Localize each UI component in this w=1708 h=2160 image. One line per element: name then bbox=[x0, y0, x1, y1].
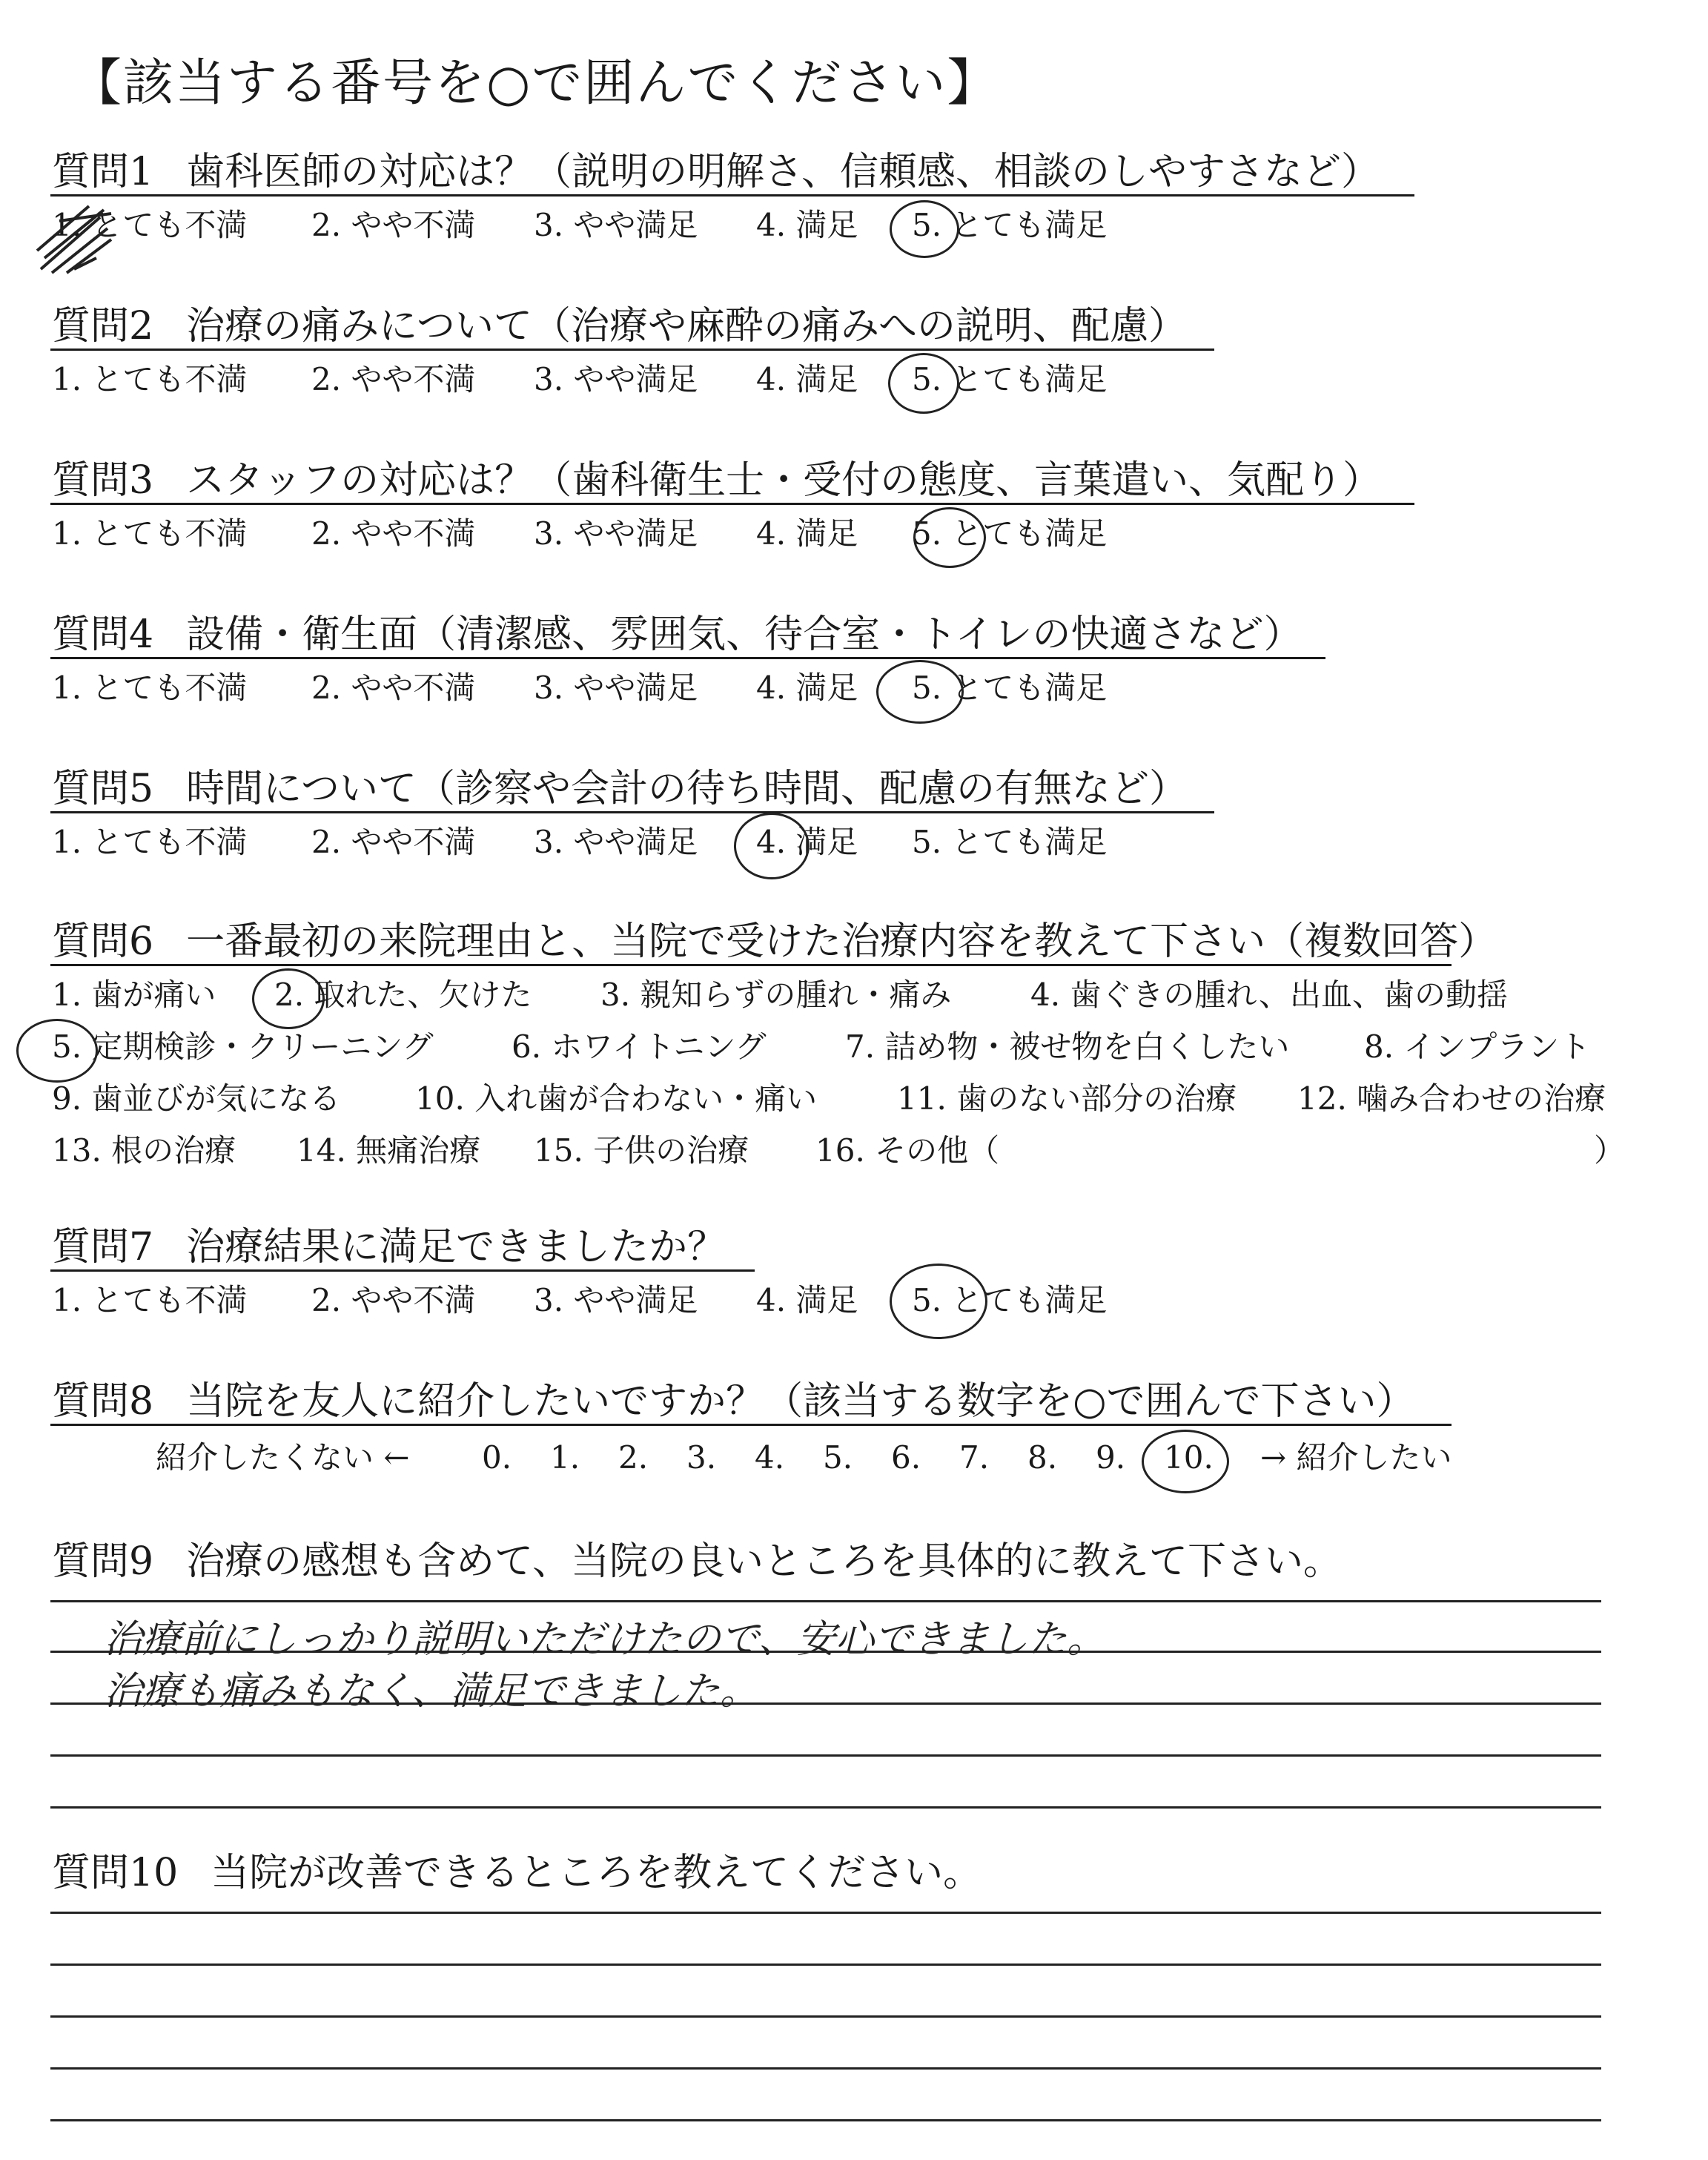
scale-number[interactable]: 7. bbox=[959, 1439, 990, 1476]
scale-number[interactable]: 9. bbox=[1096, 1439, 1126, 1476]
question-text: 設備・衛生面（清潔感、雰囲気、待合室・トイレの快適さなど） bbox=[186, 612, 1302, 657]
option[interactable]: 5. とても満足 bbox=[912, 670, 1108, 706]
question-underline bbox=[50, 964, 1452, 966]
question-text: 一番最初の来院理由と、当院で受けた治療内容を教えて下さい（複数回答） bbox=[186, 919, 1497, 964]
option[interactable]: 2. やや不満 bbox=[311, 824, 476, 860]
question-underline bbox=[50, 1269, 755, 1272]
selection-circle bbox=[913, 507, 986, 568]
option[interactable]: 1. とても不満 bbox=[52, 361, 248, 397]
selection-circle bbox=[16, 1019, 98, 1083]
option[interactable]: 2. やや不満 bbox=[311, 1282, 476, 1318]
option[interactable]: 2. やや不満 bbox=[311, 207, 476, 243]
option[interactable]: 1. とても不満 bbox=[52, 1282, 248, 1318]
handwritten-answer-line: 治療も痛みもなく、満足できました。 bbox=[104, 1669, 758, 1714]
option[interactable]: 12. 噛み合わせの治療 bbox=[1297, 1080, 1606, 1117]
question-label: 質問6 bbox=[52, 919, 154, 964]
question-9 bbox=[52, 1538, 1342, 1585]
scale-number[interactable]: 0. bbox=[482, 1439, 512, 1476]
question-underline bbox=[50, 194, 1414, 196]
question-text: スタッフの対応は？（歯科衛生士・受付の態度、言葉遣い、気配り） bbox=[186, 458, 1382, 503]
answer-line bbox=[50, 2067, 1601, 2070]
scale-number[interactable]: 3. bbox=[686, 1439, 717, 1476]
scale-number[interactable]: 6. bbox=[891, 1439, 921, 1476]
question-label: 質問10 bbox=[52, 1851, 179, 1895]
option[interactable]: 1. 歯が痛い bbox=[52, 977, 216, 1013]
question-underline bbox=[50, 503, 1414, 505]
question-label: 質問5 bbox=[52, 767, 154, 811]
selection-circle bbox=[252, 968, 325, 1029]
option[interactable]: 5. 定期検診・クリーニング bbox=[52, 1028, 434, 1065]
option[interactable]: 3. やや満足 bbox=[534, 670, 698, 706]
question-label: 質問2 bbox=[52, 304, 154, 349]
option[interactable]: 7. 詰め物・被せ物を白くしたい bbox=[845, 1028, 1290, 1065]
selection-circle bbox=[734, 813, 810, 879]
question-10 bbox=[52, 1849, 982, 1897]
scale-number[interactable]: 10. bbox=[1164, 1439, 1214, 1476]
option[interactable]: 1. とても不満 bbox=[52, 670, 248, 706]
answer-line bbox=[50, 1600, 1601, 1602]
option[interactable]: 15. 子供の治療 bbox=[534, 1132, 749, 1169]
question-underline bbox=[50, 1424, 1452, 1426]
scale-number[interactable]: 4. bbox=[755, 1439, 785, 1476]
option[interactable]: 2. やや不満 bbox=[311, 361, 476, 397]
question-text: 治療の痛みについて（治療や麻酔の痛みへの説明、配慮） bbox=[186, 304, 1188, 349]
question-text: 治療の感想も含めて、当院の良いところを具体的に教えて下さい。 bbox=[186, 1539, 1343, 1584]
option[interactable]: 2. やや不満 bbox=[311, 670, 476, 706]
question-label: 質問4 bbox=[52, 612, 154, 657]
option[interactable]: 5. とても満足 bbox=[912, 515, 1108, 552]
option-close-paren: ） bbox=[1594, 1132, 1626, 1169]
option[interactable]: 5. とても満足 bbox=[912, 824, 1108, 860]
option[interactable]: 9. 歯並びが気になる bbox=[52, 1080, 341, 1117]
question-3 bbox=[52, 457, 1381, 504]
handwritten-answer-line: 治療前にしっかり説明いただけたので、安心できました。 bbox=[104, 1617, 1105, 1662]
question-2 bbox=[52, 303, 1187, 350]
option[interactable]: 3. やや満足 bbox=[534, 515, 698, 552]
scale-number[interactable]: 1. bbox=[550, 1439, 580, 1476]
question-8 bbox=[52, 1378, 1414, 1425]
question-text: 歯科医師の対応は？（説明の明解さ、信頼感、相談のしやすさなど） bbox=[186, 150, 1380, 194]
page-title: 【該当する番号を○で囲んでください】 bbox=[71, 54, 999, 113]
option[interactable]: 5. とても満足 bbox=[912, 361, 1108, 397]
question-text: 当院が改善できるところを教えてください。 bbox=[211, 1851, 982, 1895]
question-underline bbox=[50, 349, 1214, 351]
option[interactable]: 3. やや満足 bbox=[534, 824, 698, 860]
question-text: 当院を友人に紹介したいですか？（該当する数字を○で囲んで下さい） bbox=[186, 1379, 1415, 1424]
scale-right-label: → 紹介したい bbox=[1260, 1439, 1452, 1476]
selection-circle bbox=[888, 353, 959, 414]
option[interactable]: 4. 歯ぐきの腫れ、出血、歯の動揺 bbox=[1030, 977, 1508, 1013]
selection-circle bbox=[1142, 1430, 1229, 1493]
option[interactable]: 4. 満足 bbox=[756, 361, 858, 397]
scale-number[interactable]: 5. bbox=[823, 1439, 853, 1476]
question-label: 質問8 bbox=[52, 1379, 154, 1424]
answer-line bbox=[50, 1806, 1601, 1809]
option[interactable]: 13. 根の治療 bbox=[52, 1132, 236, 1169]
option[interactable]: 1. とても不満 bbox=[52, 824, 248, 860]
option[interactable]: 3. 親知らずの腫れ・痛み bbox=[600, 977, 952, 1013]
option[interactable]: 3. やや満足 bbox=[534, 361, 698, 397]
option[interactable]: 4. 満足 bbox=[756, 515, 858, 552]
selection-circle bbox=[876, 660, 964, 724]
scale-number[interactable]: 2. bbox=[618, 1439, 649, 1476]
option[interactable]: 10. 入れ歯が合わない・痛い bbox=[415, 1080, 818, 1117]
scale-left-label: 紹介したくない ← bbox=[156, 1439, 410, 1476]
option[interactable]: 4. 満足 bbox=[756, 207, 858, 243]
option[interactable]: 6. ホワイトニング bbox=[512, 1028, 767, 1065]
answer-line bbox=[50, 2015, 1601, 2018]
question-label: 質問1 bbox=[52, 150, 154, 194]
answer-line bbox=[50, 2119, 1601, 2121]
question-label: 質問7 bbox=[52, 1225, 154, 1269]
option[interactable]: 5. とても満足 bbox=[912, 207, 1108, 243]
option[interactable]: 16. その他（ bbox=[815, 1132, 1000, 1169]
answer-line bbox=[50, 1964, 1601, 1966]
option[interactable]: 1. とても不満 bbox=[52, 207, 248, 243]
option[interactable]: 8. インプラント bbox=[1364, 1028, 1591, 1065]
option[interactable]: 5. とても満足 bbox=[912, 1282, 1108, 1318]
option[interactable]: 2. 取れた、欠けた bbox=[274, 977, 532, 1013]
selection-circle bbox=[890, 1264, 987, 1339]
option[interactable]: 4. 満足 bbox=[756, 824, 858, 860]
question-underline bbox=[50, 811, 1214, 813]
question-text: 治療結果に満足できましたか？ bbox=[186, 1225, 726, 1269]
scale-number[interactable]: 8. bbox=[1027, 1439, 1058, 1476]
question-label: 質問9 bbox=[52, 1539, 154, 1584]
answer-line bbox=[50, 1912, 1601, 1914]
question-text: 時間について（診察や会計の待ち時間、配慮の有無など） bbox=[186, 767, 1188, 811]
answer-line bbox=[50, 1754, 1601, 1757]
option[interactable]: 4. 満足 bbox=[756, 1282, 858, 1318]
option[interactable]: 3. やや満足 bbox=[534, 1282, 698, 1318]
question-6 bbox=[52, 918, 1497, 965]
option[interactable]: 14. 無痛治療 bbox=[297, 1132, 481, 1169]
question-1 bbox=[52, 148, 1380, 196]
question-7 bbox=[52, 1223, 726, 1271]
option[interactable]: 1. とても不満 bbox=[52, 515, 248, 552]
option[interactable]: 11. 歯のない部分の治療 bbox=[897, 1080, 1237, 1117]
selection-circle bbox=[890, 200, 959, 258]
option[interactable]: 3. やや満足 bbox=[534, 207, 698, 243]
question-5 bbox=[52, 765, 1188, 813]
option[interactable]: 4. 満足 bbox=[756, 670, 858, 706]
question-underline bbox=[50, 657, 1325, 659]
question-4 bbox=[52, 611, 1302, 658]
option[interactable]: 2. やや不満 bbox=[311, 515, 476, 552]
question-label: 質問3 bbox=[52, 458, 154, 503]
scribble-mark bbox=[30, 199, 119, 280]
